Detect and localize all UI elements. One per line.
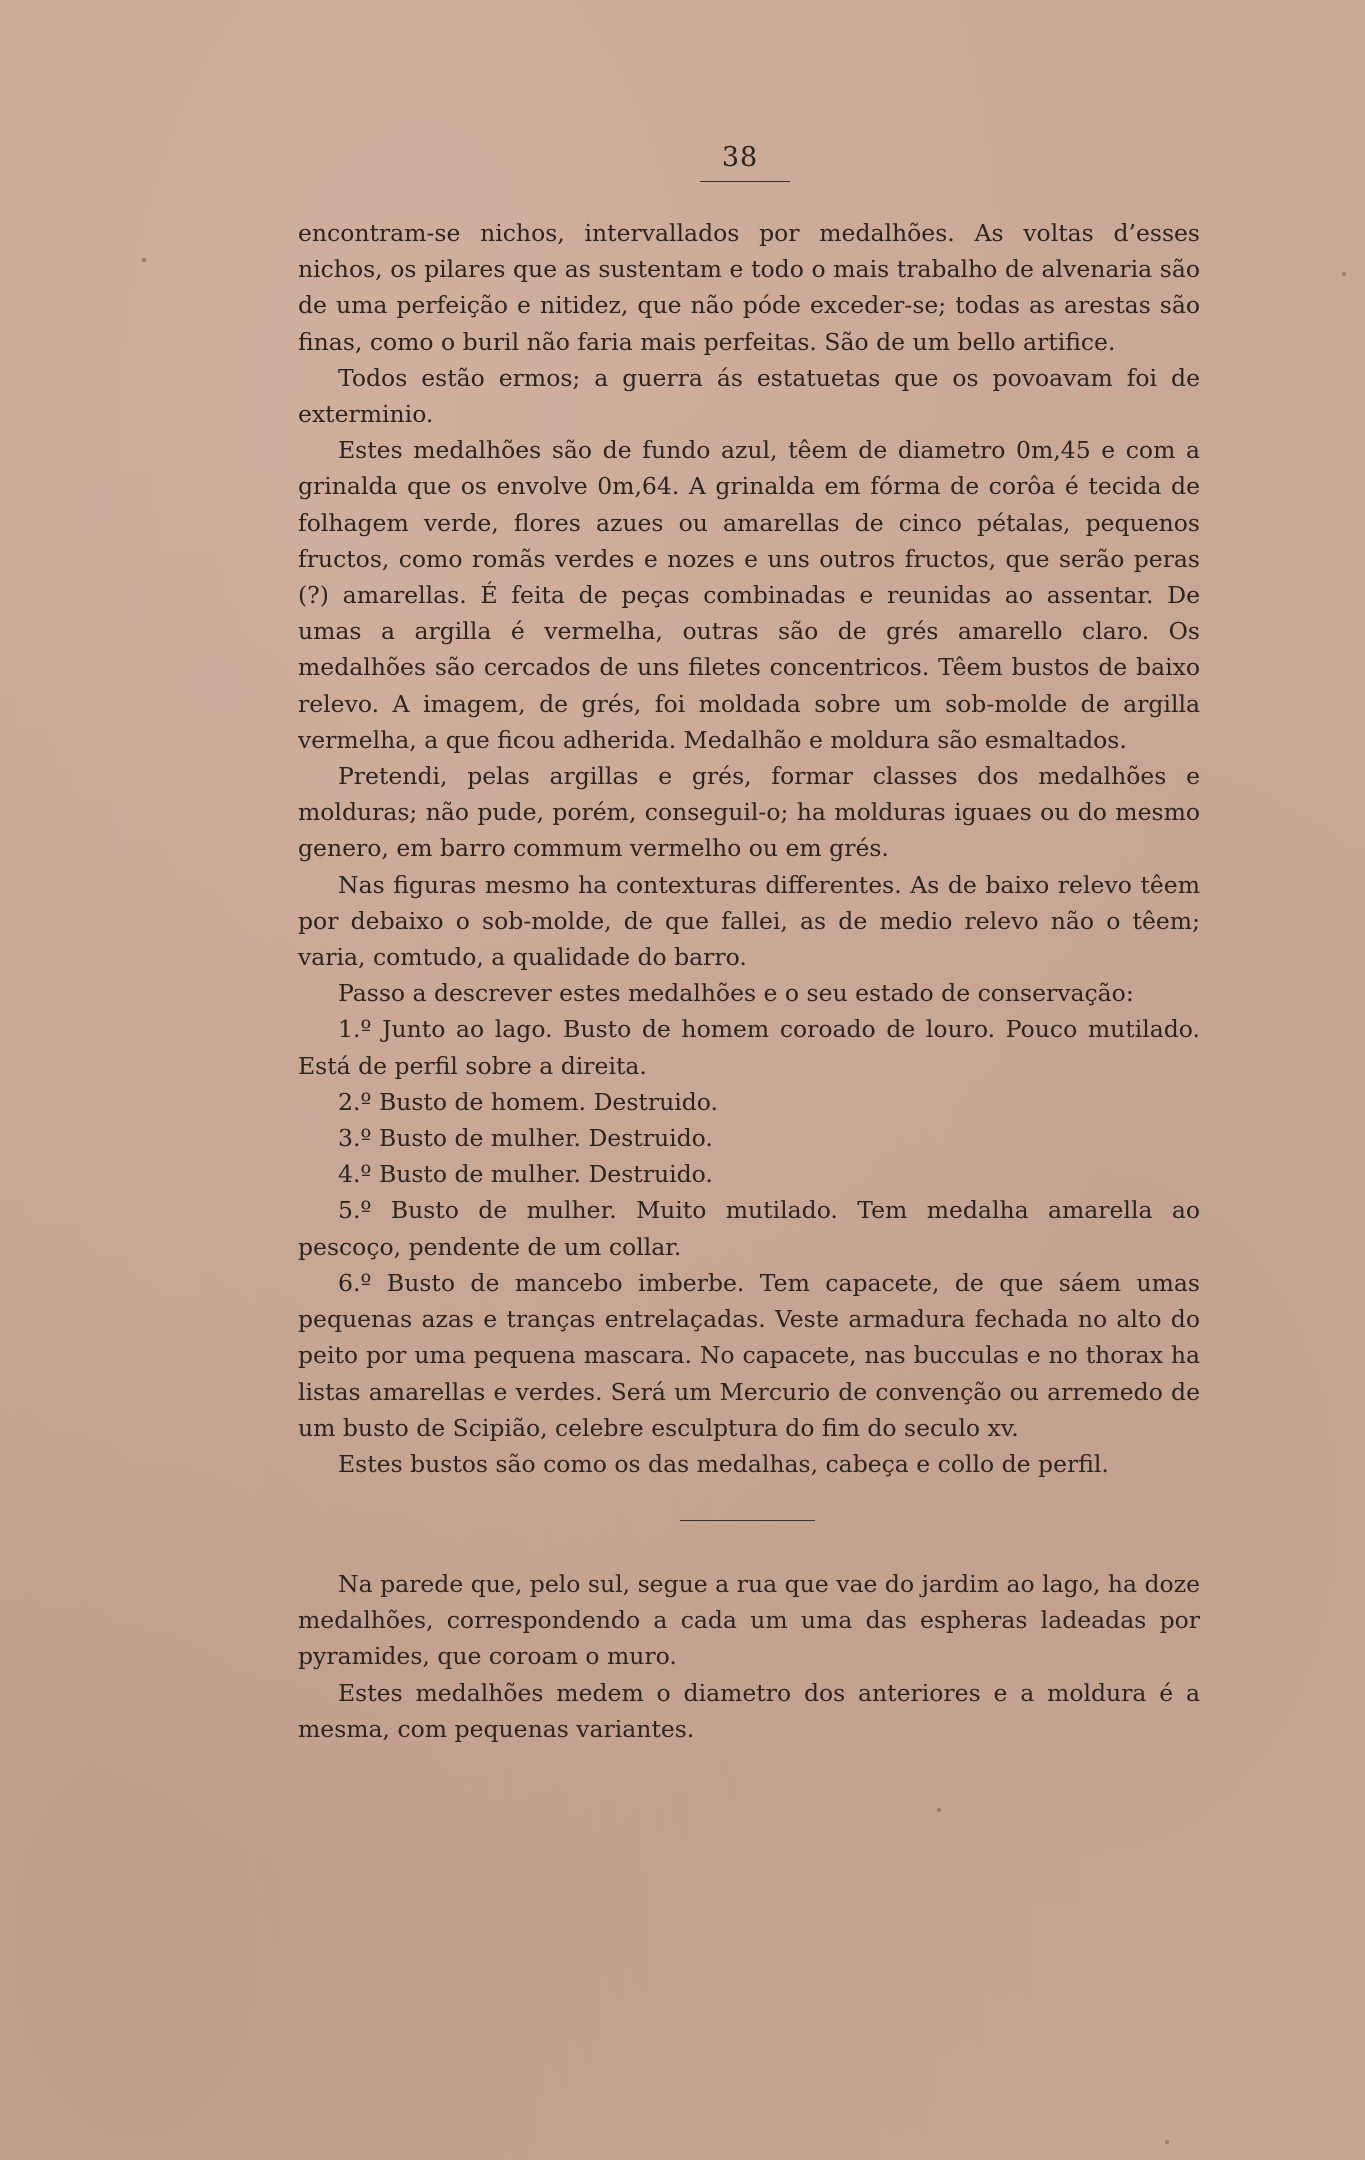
list-item: 5.º Busto de mulher. Muito mutilado. Tem medalha amarella ao pescoço, pendente de um collar. (298, 1196, 1200, 1261)
paragraph: Nas figuras mesmo ha contexturas differentes. As de baixo relevo têem por debaixo o sob-molde, de que fallei, as de medio relevo não o têem; varia, comtudo, a qualidade do barro. (298, 870, 1200, 972)
list-item: 6.º Busto de mancebo imberbe. Tem capacete, de que sáem umas pequenas azas e tranças entrelaçadas. Veste armadura fechada no alto do peito por uma pequena mascara. No capacete, nas bucculas e no thorax ha listas amarellas e verdes. Será um Mercurio de convenção ou arremedo de um busto de Scipião, celebre esculptura do fim do seculo xv. (298, 1268, 1200, 1442)
list-item: 1.º Junto ao lago. Busto de homem coroado de louro. Pouco mutilado. Está de perfil sobre a direita. (298, 1015, 1200, 1080)
paper-speck (937, 1808, 941, 1812)
paragraph: Na parede que, pelo sul, segue a rua que vae do jardim ao lago, ha doze medalhões, correspondendo a cada um uma das espheras ladeadas por pyramides, que coroam o muro. (298, 1570, 1200, 1671)
list-item: 2.º Busto de homem. Destruido. (338, 1087, 718, 1116)
paragraph: Estes medalhões medem o diametro dos anteriores e a moldura é a mesma, com pequenas variantes. (298, 1678, 1200, 1743)
paragraph: Estes medalhões são de fundo azul, têem de diametro 0m,45 e com a grinalda que os envolve 0m,64. A grinalda em fórma de corôa é tecida de folhagem verde, flores azues ou amarellas de cinco pétalas, pequenos fructos, como romãs verdes e nozes e uns outros fructos, que serão peras (?) amarellas. É feita de peças combinadas e reunidas ao assentar. De umas a argilla é vermelha, outras são de grés amarello claro. Os medalhões são cercados de uns filetes concentricos. Têem bustos de baixo relevo. A imagem, de grés, foi moldada sobre um sob-molde de argilla vermelha, a que ficou adherida. Medalhão e moldura são esmaltados. (298, 436, 1200, 754)
main-text-section (298, 215, 1200, 1482)
paper-speck (1165, 2140, 1169, 2144)
second-text-section (298, 1566, 1200, 1747)
paper-speck (142, 258, 146, 262)
list-item: 4.º Busto de mulher. Destruido. (338, 1160, 713, 1189)
paragraph: Todos estão ermos; a guerra ás estatuetas que os povoavam foi de exterminio. (298, 363, 1200, 429)
list-item: 3.º Busto de mulher. Destruido. (338, 1124, 713, 1153)
page-number-rule (700, 181, 790, 182)
section-divider (680, 1520, 815, 1521)
paper-speck (1342, 272, 1346, 276)
page-number: 38 (721, 142, 759, 173)
paragraph: Passo a descrever estes medalhões e o seu estado de conservação: (338, 979, 1134, 1008)
paragraph: Pretendi, pelas argillas e grés, formar classes dos medalhões e molduras; não pude, porém, conseguil-o; ha molduras iguaes ou do mesmo genero, em barro commum vermelho ou em grés. (298, 762, 1200, 863)
paragraph: encontram-se nichos, intervallados por medalhões. As voltas d’esses nichos, os pilares que as sustentam e todo o mais trabalho de alvenaria são de uma perfeição e nitidez, que não póde exceder-se; todas as arestas são finas, como o buril não faria mais perfeitas. São de um bello artifice. (298, 219, 1200, 356)
paragraph: Estes bustos são como os das medalhas, cabeça e collo de perfil. (338, 1449, 1109, 1478)
